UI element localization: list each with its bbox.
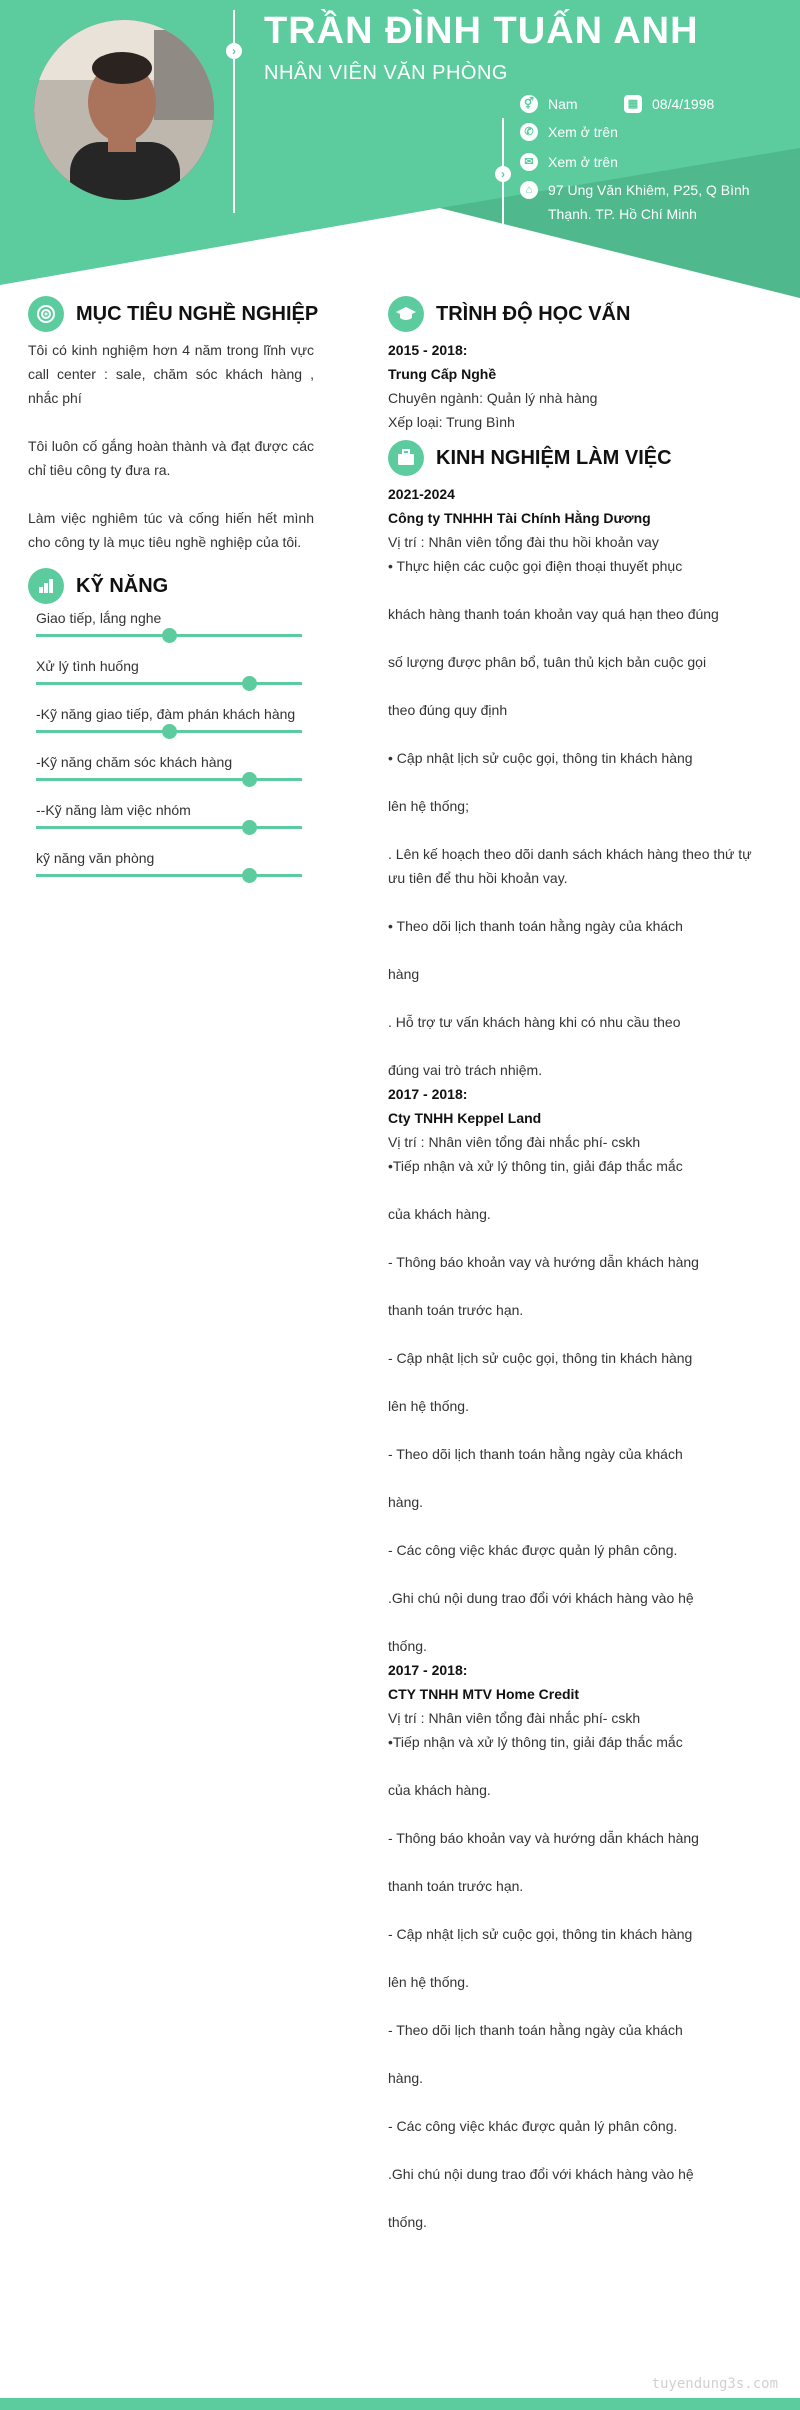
graduation-cap-icon xyxy=(388,296,424,332)
job-position: Vị trí : Nhân viên tổng đài nhắc phí- cskh xyxy=(388,1710,641,1726)
education-period: 2015 - 2018: xyxy=(388,342,468,358)
job-duty-line: thanh toán trước hạn. xyxy=(388,1878,524,1894)
job-line-gap xyxy=(388,890,718,914)
job-duty-line: . Lên kế hoạch theo dõi danh sách khách hàng theo thứ tự xyxy=(388,846,752,862)
job-company: Cty TNHH Keppel Land xyxy=(388,1110,542,1126)
cv-header xyxy=(0,0,800,300)
objective-paragraph: Tôi luôn cố gắng hoàn thành và đạt được các chỉ tiêu công ty đưa ra. xyxy=(28,438,314,478)
job-line-gap xyxy=(388,1322,718,1346)
job-duty-line: .Ghi chú nội dung trao đổi với khách hàng vào hệ xyxy=(388,1590,694,1606)
skill-item xyxy=(36,704,302,752)
job-duty-line: ưu tiên để thu hồi khoản vay. xyxy=(388,870,568,886)
target-icon xyxy=(28,296,64,332)
job-duty-line: hàng. xyxy=(388,1494,424,1510)
email-value: Xem ở trên xyxy=(548,154,618,170)
job-duty-line: lên hệ thống. xyxy=(388,1398,469,1414)
skills-list xyxy=(28,608,314,896)
skill-level-knob xyxy=(242,868,257,883)
job-duty-line: khách hàng thanh toán khoản vay quá hạn theo đúng xyxy=(388,606,719,622)
gender-value: Nam xyxy=(548,96,578,112)
job-period: 2017 - 2018: xyxy=(388,1086,468,1102)
job-duty-line: - Thông báo khoản vay và hướng dẫn khách hàng xyxy=(388,1254,699,1270)
job-line-gap xyxy=(388,1274,718,1298)
job-line-gap xyxy=(388,818,718,842)
contact-phone xyxy=(520,120,618,144)
job-line-gap xyxy=(388,2186,718,2210)
job-duty-line: theo đúng quy định xyxy=(388,702,508,718)
job-duty-line: • Thực hiện các cuộc gọi điện thoại thuyết phục xyxy=(388,558,683,574)
job-duty-line: - Các công việc khác được quản lý phân công. xyxy=(388,2118,678,2134)
avatar xyxy=(34,20,214,200)
right-column xyxy=(388,296,752,2234)
job-line-gap xyxy=(388,1514,718,1538)
job-duty-line: hàng xyxy=(388,966,420,982)
briefcase-icon xyxy=(388,440,424,476)
contact-email xyxy=(520,150,618,174)
skill-item xyxy=(36,608,302,656)
job-duty-line: - Thông báo khoản vay và hướng dẫn khách hàng xyxy=(388,1830,699,1846)
job-duty-line: đúng vai trò trách nhiệm. xyxy=(388,1062,543,1078)
job-line-gap xyxy=(388,1754,718,1778)
education-heading xyxy=(388,296,718,332)
skills-title: KỸ NĂNG xyxy=(76,574,169,597)
jobs-list xyxy=(388,482,752,2234)
job-entry xyxy=(388,482,752,1082)
experience-heading xyxy=(388,440,718,476)
job-entry xyxy=(388,1082,718,1658)
skill-label: -Kỹ năng chăm sóc khách hàng xyxy=(36,754,233,770)
skill-item xyxy=(36,848,302,896)
skill-level-knob xyxy=(162,628,177,643)
skill-item xyxy=(36,656,302,704)
job-line-gap xyxy=(388,1466,718,1490)
job-line-gap xyxy=(388,1226,718,1250)
job-duty-line: số lượng được phân bổ, tuân thủ kịch bản cuộc gọi xyxy=(388,654,707,670)
job-duty-line: lên hệ thống; xyxy=(388,798,469,814)
job-duty-line: .Ghi chú nội dung trao đổi với khách hàng vào hệ xyxy=(388,2166,694,2182)
job-duty-line: của khách hàng. xyxy=(388,1782,491,1798)
phone-value: Xem ở trên xyxy=(548,124,618,140)
skill-label: kỹ năng văn phòng xyxy=(36,850,155,866)
skill-item xyxy=(36,752,302,800)
job-duty-line: - Các công việc khác được quản lý phân công. xyxy=(388,1542,678,1558)
objective-title: MỤC TIÊU NGHỀ NGHIỆP xyxy=(76,302,319,325)
job-line-gap xyxy=(388,1418,718,1442)
job-duty-line: •Tiếp nhận và xử lý thông tin, giải đáp thắc mắc xyxy=(388,1158,683,1174)
objective-paragraph: Tôi có kinh nghiệm hơn 4 năm trong lĩnh vực call center : sale, chăm sóc khách hàng , nhắc phí xyxy=(28,342,314,406)
objective-paragraph: Làm việc nghiêm túc và cống hiến hết mình cho công ty là mục tiêu nghề nghiệp của tôi. xyxy=(28,510,314,550)
job-duty-line: thống. xyxy=(388,2214,427,2230)
job-position: Vị trí : Nhân viên tổng đài thu hồi khoản vay xyxy=(388,534,659,550)
birthdate-value: 08/4/1998 xyxy=(652,96,715,112)
phone-icon: ✆ xyxy=(520,123,538,141)
job-duty-line: • Cập nhật lịch sử cuộc gọi, thông tin khách hàng xyxy=(388,750,693,766)
experience-title: KINH NGHIỆM LÀM VIỆC xyxy=(436,446,672,469)
job-line-gap xyxy=(388,1946,718,1970)
skill-level-knob xyxy=(242,772,257,787)
job-entry xyxy=(388,1658,718,2234)
skill-label: Giao tiếp, lắng nghe xyxy=(36,610,162,626)
skill-item xyxy=(36,800,302,848)
header-divider xyxy=(233,10,235,213)
job-duty-line: •Tiếp nhận và xử lý thông tin, giải đáp thắc mắc xyxy=(388,1734,683,1750)
job-duty-line: - Theo dõi lịch thanh toán hằng ngày của khách xyxy=(388,2022,683,2038)
contact-gender xyxy=(520,92,578,116)
job-line-gap xyxy=(388,674,718,698)
calendar-icon: ▦ xyxy=(624,95,642,113)
job-line-gap xyxy=(388,2042,718,2066)
job-position: Vị trí : Nhân viên tổng đài nhắc phí- cskh xyxy=(388,1134,641,1150)
job-line-gap xyxy=(388,1802,718,1826)
contact-birthdate xyxy=(624,92,714,116)
job-line-gap xyxy=(388,2090,718,2114)
job-duty-line: thống. xyxy=(388,1638,427,1654)
bar-chart-icon xyxy=(28,568,64,604)
candidate-title: NHÂN VIÊN VĂN PHÒNG xyxy=(264,62,508,84)
education-major: Chuyên ngành: Quản lý nhà hàng xyxy=(388,390,598,406)
contact-divider-arrow-icon: › xyxy=(495,166,511,182)
watermark: tuyendung3s.com xyxy=(651,2376,778,2392)
skill-label: Xử lý tình huống xyxy=(36,658,139,674)
job-duty-line: hàng. xyxy=(388,2070,424,2086)
job-company: CTY TNHH MTV Home Credit xyxy=(388,1686,580,1702)
job-duty-line: thanh toán trước hạn. xyxy=(388,1302,524,1318)
job-duty-line: lên hệ thống. xyxy=(388,1974,469,1990)
job-line-gap xyxy=(388,1178,718,1202)
job-company: Công ty TNHHH Tài Chính Hằng Dương xyxy=(388,510,651,526)
job-line-gap xyxy=(388,722,718,746)
skill-level-knob xyxy=(162,724,177,739)
skill-track xyxy=(36,778,302,781)
skill-track xyxy=(36,826,302,829)
skill-label: --Kỹ năng làm việc nhóm xyxy=(36,802,191,818)
job-line-gap xyxy=(388,1850,718,1874)
job-duty-line: - Cập nhật lịch sử cuộc gọi, thông tin khách hàng xyxy=(388,1350,693,1366)
gender-icon: ⚥ xyxy=(520,95,538,113)
job-duty-line: - Theo dõi lịch thanh toán hằng ngày của khách xyxy=(388,1446,683,1462)
skill-label: -Kỹ năng giao tiếp, đàm phán khách hàng xyxy=(36,706,296,722)
skill-level-knob xyxy=(242,820,257,835)
home-icon: ⌂ xyxy=(520,181,538,199)
job-line-gap xyxy=(388,1898,718,1922)
education-grade: Xếp loại: Trung Bình xyxy=(388,414,515,430)
objective-heading xyxy=(28,296,319,332)
job-line-gap xyxy=(388,770,718,794)
job-line-gap xyxy=(388,2138,718,2162)
candidate-name: TRẦN ĐÌNH TUẤN ANH xyxy=(264,10,699,52)
job-line-gap xyxy=(388,1370,718,1394)
job-line-gap xyxy=(388,986,718,1010)
job-line-gap xyxy=(388,626,718,650)
address-value: 97 Ung Văn Khiêm, P25, Q Bình Thạnh. TP. Hồ Chí Minh xyxy=(548,182,750,222)
education-title: TRÌNH ĐỘ HỌC VẤN xyxy=(436,302,631,325)
skill-track xyxy=(36,874,302,877)
job-line-gap xyxy=(388,1994,718,2018)
job-line-gap xyxy=(388,938,718,962)
email-icon: ✉ xyxy=(520,153,538,171)
contact-address xyxy=(520,178,750,226)
job-period: 2017 - 2018: xyxy=(388,1662,468,1678)
education-school: Trung Cấp Nghề xyxy=(388,366,497,382)
job-line-gap xyxy=(388,578,718,602)
job-duty-line: của khách hàng. xyxy=(388,1206,491,1222)
left-column xyxy=(28,296,319,896)
job-line-gap xyxy=(388,1034,718,1058)
job-duty-line: . Hỗ trợ tư vấn khách hàng khi có nhu cầu theo xyxy=(388,1014,681,1030)
job-period: 2021-2024 xyxy=(388,486,455,502)
footer-bar xyxy=(0,2398,800,2410)
job-duty-line: - Cập nhật lịch sử cuộc gọi, thông tin khách hàng xyxy=(388,1926,693,1942)
job-line-gap xyxy=(388,1610,718,1634)
header-divider-arrow-icon: › xyxy=(226,43,242,59)
job-duty-line: • Theo dõi lịch thanh toán hằng ngày của khách xyxy=(388,918,683,934)
skill-level-knob xyxy=(242,676,257,691)
skill-track xyxy=(36,682,302,685)
skills-heading xyxy=(28,568,314,604)
job-line-gap xyxy=(388,1562,718,1586)
